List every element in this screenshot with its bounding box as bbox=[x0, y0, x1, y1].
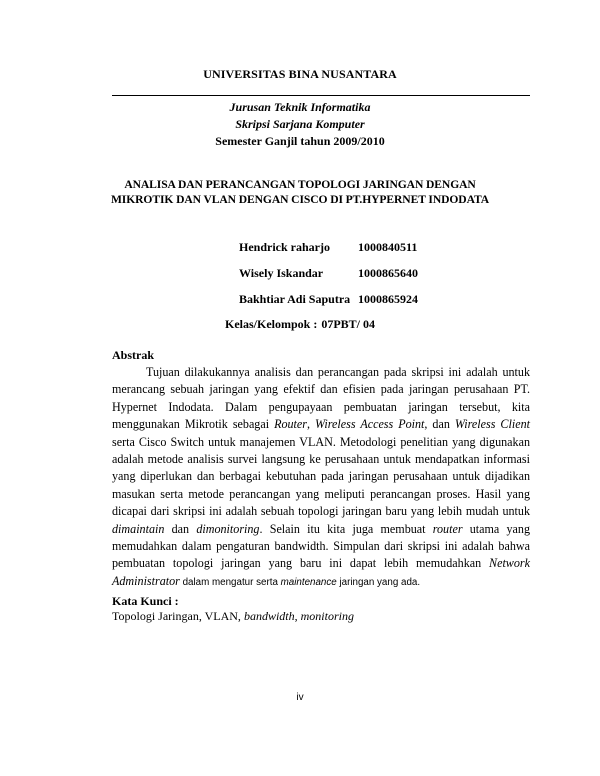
abstract-text: serta Cisco Switch untuk manajemen VLAN. Metodologi penelitian yang digunakan adalah metode analisis survei langsung ke perusahaan untuk mendapatkan informasi yang diperlukan dan berbagai kebutuhan pada jaringan perusahaan untuk dijadikan masukan serta metode perancangan yang meliputi perancangan proses. Hasil yang dicapai dari skripsi ini adalah sebuah topologi jaringan baru yang lebih mudah untuk bbox=[112, 434, 530, 519]
paper-title-line-1: ANALISA DAN PERANCANGAN TOPOLOGI JARINGAN DENGAN bbox=[124, 178, 476, 191]
abstract-text: dalam mengatur serta bbox=[179, 576, 281, 588]
department-name: Jurusan Teknik Informatika bbox=[229, 100, 371, 114]
keyword-term: monitoring bbox=[300, 609, 354, 623]
class-group-value: 07PBT/ 04 bbox=[321, 317, 375, 331]
keywords-heading: Kata Kunci : bbox=[112, 594, 179, 608]
paper-title-line-2: MIKROTIK DAN VLAN DENGAN CISCO DI PT.HYPERNET INDODATA bbox=[110, 193, 490, 206]
abstract-text: . Selain itu kita juga membuat bbox=[259, 521, 433, 536]
author-id: 1000865924 bbox=[358, 292, 418, 306]
university-name: UNIVERSITAS BINA NUSANTARA bbox=[203, 67, 397, 81]
keyword-term: bandwidth bbox=[243, 609, 295, 623]
header-divider bbox=[112, 95, 530, 96]
abstract-text: dan bbox=[164, 521, 197, 536]
keywords-list bbox=[112, 609, 354, 624]
abstract-text: Tujuan dilakukannya analisis dan perancangan pada skripsi ini adalah untuk merancang sebuah jaringan yang efektif dan efisien pada jaringan perusahaan PT. Hypernet Indodata. Dalam pengupayaan pembuatan jaringan tersebut, kita menggunakan Mikrotik sebagai bbox=[112, 365, 530, 432]
abstract-term: dimaintain bbox=[112, 521, 165, 536]
abstract-text: , bbox=[307, 417, 316, 432]
abstract-text: utama yang memudahkan dalam pengaturan bandwidth. Simpulan dari skripsi ini adalah bahwa pembuatan topologi jaringan yang baru ini dapat lebih memudahkan bbox=[112, 521, 531, 571]
abstract-text: , dan bbox=[424, 417, 455, 432]
semester-label: Semester Ganjil tahun 2009/2010 bbox=[215, 134, 385, 148]
author-name: Wisely Iskandar bbox=[239, 266, 324, 280]
keyword-text: , bbox=[294, 609, 301, 623]
author-id: 1000865640 bbox=[358, 266, 418, 280]
abstract-text: jaringan yang ada. bbox=[336, 576, 421, 588]
abstract-term: Router bbox=[274, 417, 307, 432]
class-group-label: Kelas/Kelompok : bbox=[224, 317, 318, 331]
page-number: iv bbox=[296, 692, 304, 703]
abstract-heading: Abstrak bbox=[112, 348, 155, 362]
author-name: Bakhtiar Adi Saputra bbox=[239, 292, 351, 306]
keyword-text: Topologi Jaringan, VLAN, bbox=[112, 609, 244, 623]
abstract-term: Wireless Access Point bbox=[315, 417, 425, 432]
program-name: Skripsi Sarjana Komputer bbox=[235, 117, 365, 131]
abstract-term: router bbox=[432, 521, 463, 536]
class-group bbox=[0, 317, 600, 332]
abstract-term: Wireless Client bbox=[454, 417, 530, 432]
abstract-body bbox=[112, 364, 530, 591]
abstract-term: Network Administrator bbox=[112, 556, 530, 588]
author-id: 1000840511 bbox=[358, 240, 418, 254]
abstract-term: maintenance bbox=[280, 576, 337, 588]
author-name: Hendrick raharjo bbox=[239, 240, 330, 254]
abstract-term: dimonitoring bbox=[196, 521, 260, 536]
